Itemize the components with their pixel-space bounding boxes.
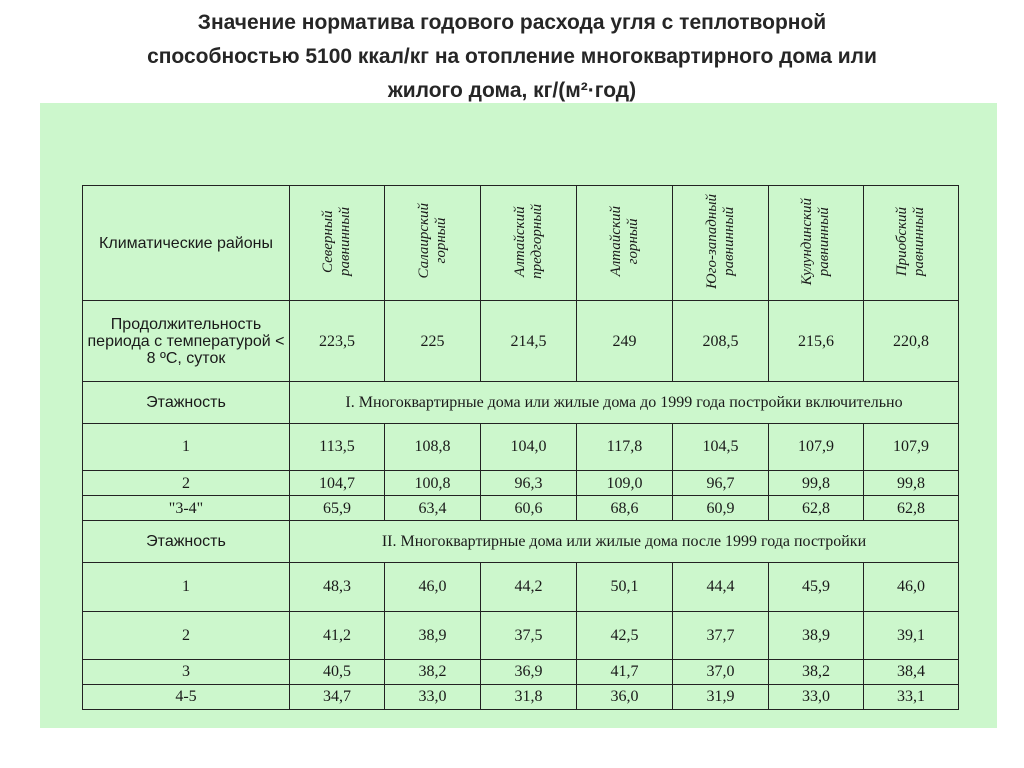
norm-value: 48,3 [290, 563, 385, 611]
region-type: предгорный [528, 203, 545, 279]
norm-value: 36,9 [481, 659, 577, 684]
norm-value: 107,9 [769, 423, 864, 470]
norm-value: 44,4 [673, 563, 769, 611]
region-header [385, 186, 481, 301]
norm-value: 60,9 [673, 496, 769, 521]
title-line-3: жилого дома, кг/(м²·год) [387, 79, 637, 102]
region-type: равнинный [911, 206, 927, 276]
region-name: Приобский [894, 206, 910, 276]
duration-label: Продолжительность периода с температурой < 8 ºС, суток [83, 301, 290, 381]
section-1-header-row [83, 381, 959, 423]
floors-label: Этажность [83, 381, 290, 423]
norm-value: 33,0 [769, 684, 864, 709]
table-row [83, 563, 959, 611]
norm-value: 33,0 [385, 684, 481, 709]
norm-value: 96,7 [673, 471, 769, 496]
region-header [769, 186, 864, 301]
region-name: Кулундинский [799, 197, 815, 285]
norm-value: 46,0 [864, 563, 959, 611]
norm-value: 113,5 [290, 423, 385, 470]
norm-value: 37,7 [673, 611, 769, 659]
title-line-1: Значение норматива годового расхода угля с теплотворной [197, 11, 827, 34]
norm-value: 38,9 [769, 611, 864, 659]
norm-value: 38,9 [385, 611, 481, 659]
norm-value: 31,8 [481, 684, 577, 709]
title-line-2: способностью 5100 ккал/кг на отопление многоквартирного дома или [147, 45, 877, 68]
region-type: равнинный [720, 206, 737, 276]
duration-value: 225 [385, 301, 481, 381]
region-name: Салаирский [415, 203, 432, 279]
norm-value: 63,4 [385, 496, 481, 521]
region-name: Юго-западный [703, 193, 720, 289]
climate-header: Климатические районы [83, 186, 290, 301]
floors-value: 4-5 [83, 684, 290, 709]
floors-value: "3-4" [83, 496, 290, 521]
norm-value: 117,8 [577, 423, 673, 470]
duration-row [83, 301, 959, 381]
region-type: равнинный [337, 206, 353, 276]
duration-value: 215,6 [769, 301, 864, 381]
table-row [83, 611, 959, 659]
norm-value: 99,8 [769, 471, 864, 496]
norm-value: 38,4 [864, 659, 959, 684]
norm-value: 104,7 [290, 471, 385, 496]
norm-value: 108,8 [385, 423, 481, 470]
coal-norms-table [82, 185, 959, 710]
norm-value: 31,9 [673, 684, 769, 709]
duration-value: 223,5 [290, 301, 385, 381]
duration-value: 214,5 [481, 301, 577, 381]
region-type: горный [624, 218, 641, 265]
region-type: горный [432, 218, 449, 265]
norm-value: 37,5 [481, 611, 577, 659]
table-row [83, 423, 959, 470]
norm-value: 62,8 [769, 496, 864, 521]
norm-value: 68,6 [577, 496, 673, 521]
floors-value: 1 [83, 423, 290, 470]
floors-value: 2 [83, 611, 290, 659]
norm-value: 34,7 [290, 684, 385, 709]
region-header [577, 186, 673, 301]
region-header [864, 186, 959, 301]
norm-value: 46,0 [385, 563, 481, 611]
norm-value: 33,1 [864, 684, 959, 709]
region-header [481, 186, 577, 301]
norm-value: 38,2 [769, 659, 864, 684]
norm-value: 42,5 [577, 611, 673, 659]
duration-value: 220,8 [864, 301, 959, 381]
table-row [83, 471, 959, 496]
table-row [83, 659, 959, 684]
norm-value: 38,2 [385, 659, 481, 684]
norm-value: 39,1 [864, 611, 959, 659]
norm-value: 41,7 [577, 659, 673, 684]
norm-value: 44,2 [481, 563, 577, 611]
header-row [83, 186, 959, 301]
norm-value: 50,1 [577, 563, 673, 611]
floors-label: Этажность [83, 521, 290, 563]
region-name: Алтайский [511, 206, 528, 277]
norm-value: 60,6 [481, 496, 577, 521]
norm-value: 45,9 [769, 563, 864, 611]
region-header [290, 186, 385, 301]
region-header [673, 186, 769, 301]
floors-value: 3 [83, 659, 290, 684]
section-2-header-row [83, 521, 959, 563]
region-name: Северный [320, 209, 336, 273]
section-2-title: II. Многоквартирные дома или жилые дома после 1999 года постройки [290, 521, 959, 563]
region-type: равнинный [816, 206, 832, 276]
norm-value: 104,5 [673, 423, 769, 470]
norm-value: 37,0 [673, 659, 769, 684]
norm-value: 96,3 [481, 471, 577, 496]
duration-value: 208,5 [673, 301, 769, 381]
table-row [83, 684, 959, 709]
norm-value: 36,0 [577, 684, 673, 709]
page-title [0, 6, 1024, 108]
norm-value: 99,8 [864, 471, 959, 496]
norm-value: 104,0 [481, 423, 577, 470]
norm-value: 109,0 [577, 471, 673, 496]
floors-value: 2 [83, 471, 290, 496]
norm-value: 65,9 [290, 496, 385, 521]
table-row [83, 496, 959, 521]
norm-value: 41,2 [290, 611, 385, 659]
norm-value: 40,5 [290, 659, 385, 684]
floors-value: 1 [83, 563, 290, 611]
duration-value: 249 [577, 301, 673, 381]
norm-value: 62,8 [864, 496, 959, 521]
norm-value: 107,9 [864, 423, 959, 470]
region-name: Алтайский [607, 206, 624, 277]
section-1-title: I. Многоквартирные дома или жилые дома до 1999 года постройки включительно [290, 381, 959, 423]
norm-value: 100,8 [385, 471, 481, 496]
